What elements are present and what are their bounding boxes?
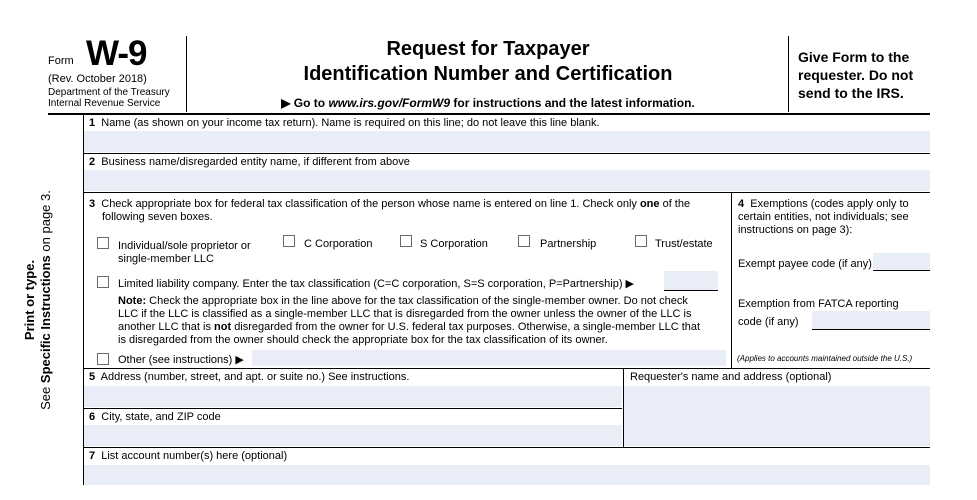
sidebar-print-or-type: Print or type.: [22, 259, 37, 341]
exemptions-label-3: instructions on page 3):: [738, 224, 853, 236]
give-form-note: [798, 48, 913, 102]
name-input[interactable]: [84, 131, 930, 152]
other-input[interactable]: [252, 350, 726, 366]
goto-suffix: for instructions and the latest information.: [453, 96, 695, 110]
c-corp-label: C Corporation: [304, 238, 373, 250]
irs-url-link[interactable]: www.irs.gov/FormW9: [328, 96, 451, 110]
note-line2: LLC if the LLC is classified as a single-member LLC that is disregarded from the owner unless the owner of the LLC is: [118, 308, 692, 320]
exempt-payee-label: Exempt payee code (if any): [738, 258, 872, 270]
individual-label-2: single-member LLC: [118, 253, 214, 265]
fatca-underline: [812, 329, 930, 330]
exemptions-label-1: 4 Exemptions (codes apply only to: [738, 198, 909, 210]
note-line4: is disregarded from the owner should check the appropriate box for the tax classification of its owner.: [118, 334, 608, 346]
line1-label: 1 Name (as shown on your income tax return). Name is required on this line; do not leave this line blank.: [89, 117, 600, 129]
individual-label-1: Individual/sole proprietor or: [118, 240, 251, 252]
exemptions-divider: [731, 192, 732, 368]
s-corp-label: S Corporation: [420, 238, 488, 250]
line1-rule: [84, 153, 930, 154]
exemptions-label-2: certain entities, not individuals; see: [738, 211, 909, 223]
llc-label: Limited liability company. Enter the tax classification (C=C corporation, S=S corporation, P=Partnership) ▶: [118, 278, 635, 290]
sidebar-specific-instructions: Specific Instructions: [38, 255, 53, 384]
individual-checkbox[interactable]: [97, 237, 109, 249]
partnership-label: Partnership: [540, 238, 597, 250]
sidebar-page-ref: on page 3.: [38, 190, 53, 252]
other-checkbox[interactable]: [97, 353, 109, 365]
exempt-payee-underline: [873, 270, 930, 271]
line5-label: 5 Address (number, street, and apt. or suite no.) See instructions.: [89, 371, 410, 383]
line7-label: 7 List account number(s) here (optional): [89, 450, 288, 462]
line3-label: 3 Check appropriate box for federal tax classification of the person whose name is entered on line 1. Check only one of the: [89, 198, 691, 210]
fatca-applies-note: (Applies to accounts maintained outside the U.S.): [737, 354, 913, 363]
line6-label: 6 City, state, and ZIP code: [89, 411, 221, 423]
header-divider-right: [788, 36, 789, 112]
give-form-line3: send to the IRS.: [798, 85, 904, 101]
header-bottom-rule: [48, 113, 930, 115]
requester-label: Requester's name and address (optional): [630, 371, 832, 383]
llc-checkbox[interactable]: [97, 276, 109, 288]
requester-input[interactable]: [624, 386, 930, 446]
line2-label: 2 Business name/disregarded entity name, if different from above: [89, 156, 410, 168]
line2-rule: [84, 192, 930, 193]
city-state-zip-input[interactable]: [84, 425, 622, 446]
give-form-line1: Give Form to the: [798, 49, 910, 65]
trust-estate-checkbox[interactable]: [635, 235, 647, 247]
form-title-line1: Request for Taxpayer: [386, 38, 590, 60]
trust-estate-label: Trust/estate: [655, 238, 713, 250]
note-line3: another LLC that is not disregarded from the owner for U.S. federal tax purposes. Otherwise, a single-member LLC that: [118, 321, 701, 333]
note-line1: Note: Check the appropriate box in the line above for the tax classification of the single-member owner. Do not check: [118, 295, 688, 307]
goto-prefix: ▶ Go to: [281, 96, 326, 110]
address-input[interactable]: [84, 386, 622, 407]
partnership-checkbox[interactable]: [518, 235, 530, 247]
give-form-line2: requester. Do not: [798, 67, 914, 83]
line5-rule: [84, 408, 622, 409]
form-title-line2: Identification Number and Certification: [303, 63, 673, 85]
line3-rule: [84, 368, 930, 369]
irs-label: Internal Revenue Service: [48, 98, 161, 109]
line3-label-cont: following seven boxes.: [102, 211, 213, 223]
treasury-dept: Department of the Treasury: [48, 87, 170, 98]
fatca-label-2: code (if any): [738, 316, 799, 328]
form-number: W-9: [86, 34, 147, 73]
form-word: Form: [48, 55, 74, 67]
header-divider-left: [186, 36, 187, 112]
c-corp-checkbox[interactable]: [283, 235, 295, 247]
fatca-label-1: Exemption from FATCA reporting: [738, 298, 899, 310]
llc-input-underline: [664, 290, 718, 291]
llc-classification-input[interactable]: [664, 271, 718, 290]
exempt-payee-input[interactable]: [873, 253, 930, 270]
business-name-input[interactable]: [84, 170, 930, 191]
revision-date: (Rev. October 2018): [48, 73, 147, 85]
sidebar-see-instructions: [38, 100, 54, 500]
sidebar-see: See: [38, 386, 53, 410]
fatca-code-input[interactable]: [812, 311, 930, 329]
other-label: Other (see instructions) ▶: [118, 354, 244, 366]
instructions-link-line: [190, 96, 786, 110]
account-numbers-input[interactable]: [84, 465, 930, 485]
line6-rule: [84, 447, 930, 448]
s-corp-checkbox[interactable]: [400, 235, 412, 247]
